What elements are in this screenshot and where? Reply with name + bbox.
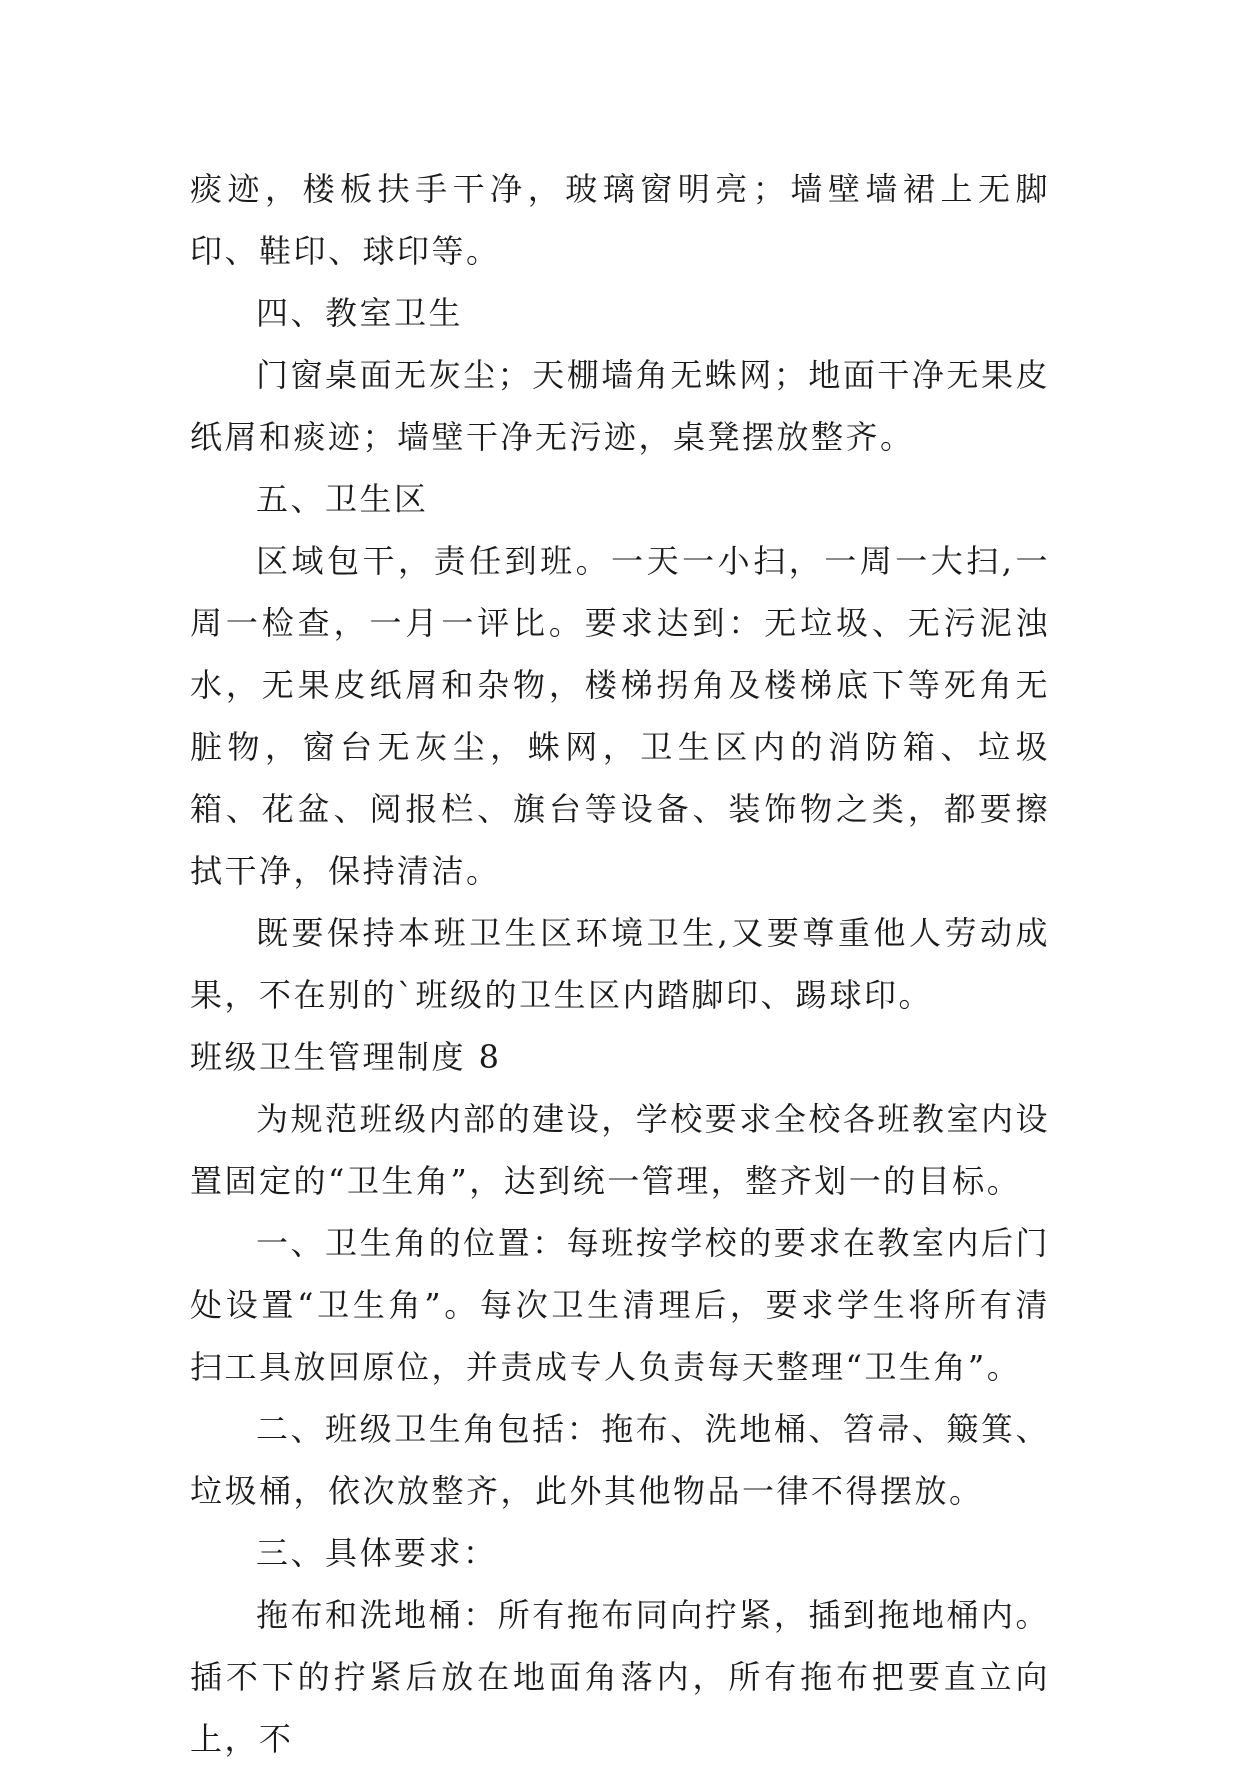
section-heading-classroom-hygiene: 四、教室卫生 xyxy=(256,294,464,332)
paragraph-intro: 为规范班级内部的建设，学校要求全校各班教室内设置固定的“卫生角”，达到统一管理，整齐划一的目标。 xyxy=(190,1100,1050,1200)
section-heading-hygiene-area: 五、卫生区 xyxy=(256,480,429,518)
paragraph-classroom-hygiene: 门窗桌面无灰尘；天棚墙角无蛛网；地面干净无果皮纸屑和痰迹；墙壁干净无污迹，桌凳摆放整齐。 xyxy=(190,356,1050,456)
document-section-title: 班级卫生管理制度 8 xyxy=(190,1038,502,1076)
paragraph-mop-bucket: 拖布和洗地桶：所有拖布同向拧紧，插到拖地桶内。插不下的拧紧后放在地面角落内，所有拖布把要直立向上，不 xyxy=(190,1596,1050,1758)
section-heading-requirements: 三、具体要求： xyxy=(256,1534,498,1572)
document-page xyxy=(190,158,1050,1770)
paragraph-hygiene-area: 区域包干，责任到班。一天一小扫，一周一大扫,一周一检查，一月一评比。要求达到：无垃圾、无污泥浊水，无果皮纸屑和杂物，楼梯拐角及楼梯底下等死角无脏物，窗台无灰尘，蛛网，卫生区内的消防箱、垃圾箱、花盆、阅报栏、旗台等设备、装饰物之类，都要擦拭干净，保持清洁。 xyxy=(190,542,1050,890)
paragraph-continuation: 痰迹，楼板扶手干净，玻璃窗明亮；墙壁墙裙上无脚印、鞋印、球印等。 xyxy=(190,170,1050,270)
paragraph-corner-location: 一、卫生角的位置：每班按学校的要求在教室内后门处设置“卫生角”。每次卫生清理后，要求学生将所有清扫工具放回原位，并责成专人负责每天整理“卫生角”。 xyxy=(190,1224,1050,1386)
paragraph-respect-others: 既要保持本班卫生区环境卫生,又要尊重他人劳动成果，不在别的`班级的卫生区内踏脚印、踢球印。 xyxy=(190,914,1050,1014)
paragraph-corner-contents: 二、班级卫生角包括：拖布、洗地桶、笤帚、簸箕、垃圾桶，依次放整齐，此外其他物品一律不得摆放。 xyxy=(190,1410,1050,1510)
